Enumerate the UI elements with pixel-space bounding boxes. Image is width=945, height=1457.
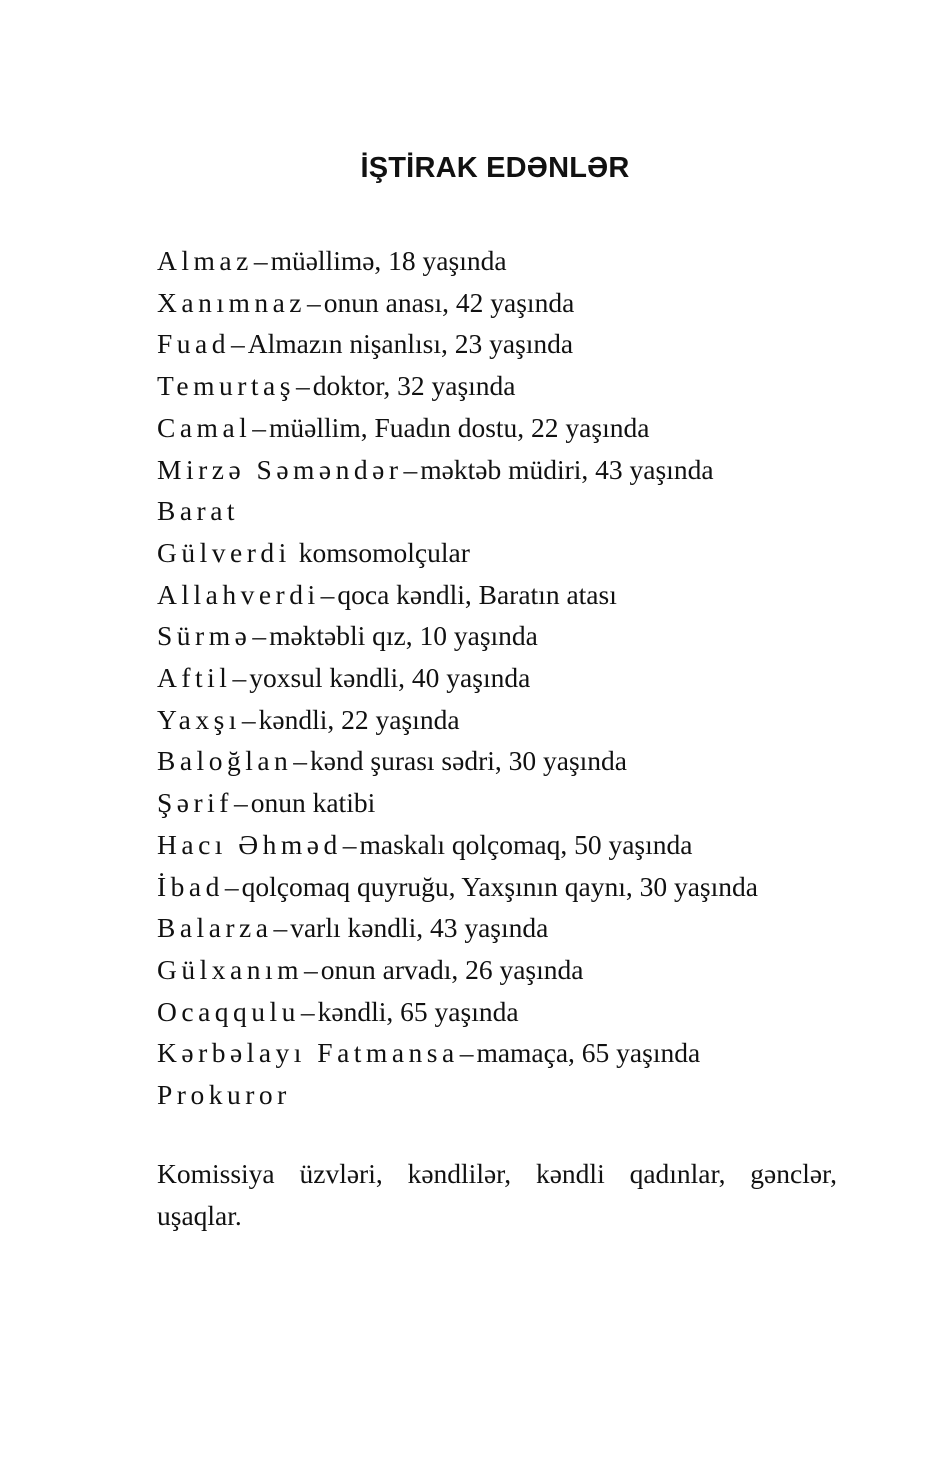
list-item: [157, 365, 877, 407]
character-name: Xanımnaz: [157, 286, 307, 318]
list-item: [157, 282, 877, 324]
list-item: [157, 532, 877, 574]
list-item: [157, 323, 877, 365]
character-description: məktəbli qız, 10 yaşında: [269, 620, 538, 652]
list-item: [157, 949, 877, 991]
separator: –: [231, 328, 245, 360]
character-description: yoxsul kəndli, 40 yaşında: [249, 662, 531, 694]
character-name: Balarza: [157, 912, 273, 944]
character-name: Fuad: [157, 328, 230, 360]
list-item: [157, 407, 877, 449]
list-item: [157, 490, 877, 532]
separator: –: [252, 620, 267, 652]
character-description: doktor, 32 yaşında: [312, 370, 516, 402]
character-name: Allahverdi: [157, 578, 320, 610]
character-description: Almazın nişanlısı, 23 yaşında: [247, 328, 574, 360]
list-item: [157, 574, 877, 616]
list-item: [157, 657, 877, 699]
list-item: [157, 699, 877, 741]
list-item: [157, 240, 877, 282]
character-name: Prokuror: [157, 1079, 291, 1111]
list-item: [157, 615, 877, 657]
character-description: qolçomaq quyruğu, Yaxşının qaynı, 30 yaşında: [241, 870, 758, 902]
list-item: [157, 449, 877, 491]
list-item: [157, 907, 877, 949]
cast-list: [157, 240, 877, 1116]
separator: –: [224, 870, 239, 902]
separator: –: [342, 828, 357, 860]
character-name: Temurtaş: [157, 370, 295, 402]
character-name: Baloğlan: [157, 745, 293, 777]
character-description: varlı kəndli, 43 yaşında: [290, 912, 549, 944]
character-name: Barat: [157, 495, 240, 527]
character-name: Yaxşı: [157, 703, 241, 735]
character-name: Şərif: [157, 787, 233, 819]
character-name: Sürmə: [157, 620, 252, 652]
character-name: Mirzə Səməndər: [157, 453, 403, 485]
character-description: kəndli, 22 yaşında: [258, 703, 460, 735]
separator: –: [241, 703, 256, 735]
character-name: Hacı Əhməd: [157, 828, 342, 860]
separator: –: [252, 411, 267, 443]
separator: –: [307, 286, 321, 318]
character-description: qoca kəndli, Baratın atası: [337, 578, 617, 610]
separator: –: [293, 745, 308, 777]
separator: –: [295, 370, 310, 402]
list-item: [157, 824, 877, 866]
character-description: onun katibi: [250, 787, 376, 819]
list-item: [157, 866, 877, 908]
character-description: kəndli, 65 yaşında: [317, 995, 519, 1027]
separator: –: [300, 995, 315, 1027]
character-description: məktəb müdiri, 43 yaşında: [420, 453, 714, 485]
character-description: mamaça, 65 yaşında: [476, 1037, 701, 1069]
list-item: [157, 740, 877, 782]
character-name: Almaz: [157, 245, 253, 276]
character-name: İbad: [157, 870, 224, 902]
separator: –: [253, 245, 268, 276]
character-description: maskalı qolçomaq, 50 yaşında: [359, 828, 693, 860]
separator: –: [232, 662, 247, 694]
character-name: Aftil: [157, 662, 232, 694]
separator: –: [459, 1037, 474, 1069]
character-description: müəllim, Fuadın dostu, 22 yaşında: [269, 411, 650, 443]
character-name: Ocaqqulu: [157, 995, 300, 1027]
ensemble-note: Komissiya üzvləri, kəndlilər, kəndli qadınlar, gənclər, uşaqlar.: [157, 1158, 837, 1231]
list-item: [157, 991, 877, 1033]
character-description: onun arvadı, 26 yaşında: [320, 953, 584, 985]
list-item: [157, 1074, 877, 1116]
character-description: kənd şurası sədri, 30 yaşında: [310, 745, 627, 777]
page-title: İŞTİRAK EDƏNLƏR: [360, 152, 630, 184]
separator: –: [304, 953, 318, 985]
list-item: [157, 782, 877, 824]
character-name: Kərbəlayı Fatmansa: [157, 1037, 459, 1069]
character-description: onun anası, 42 yaşında: [323, 286, 575, 318]
character-name: Gülxanım: [157, 953, 303, 985]
character-description: müəllimə, 18 yaşında: [270, 245, 507, 276]
separator: –: [273, 912, 288, 944]
separator: –: [403, 453, 418, 485]
separator: –: [233, 787, 248, 819]
separator: –: [320, 578, 335, 610]
list-item: [157, 1032, 877, 1074]
character-name: Camal: [157, 411, 252, 443]
character-description: komsomolçular: [298, 536, 470, 568]
character-name: Gülverdi: [157, 536, 291, 568]
